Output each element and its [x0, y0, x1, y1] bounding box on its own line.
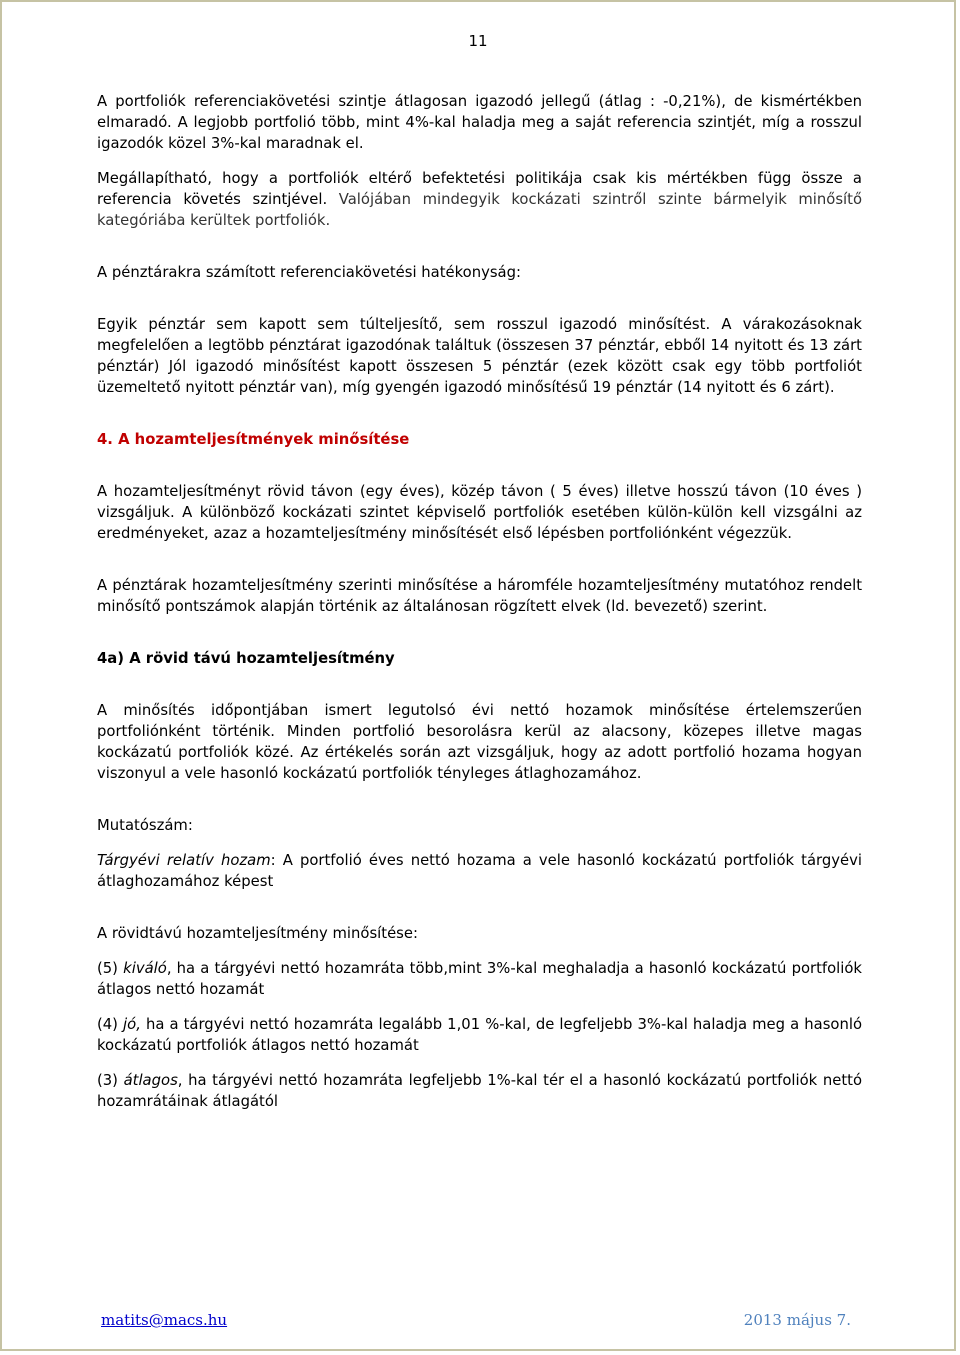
rating-text: , ha a tárgyévi nettó hozamráta több,mint 3%-kal meghaladja a hasonló kockázatú portfoliók átlagos nettó hozamát	[97, 960, 863, 998]
rating-code: (5)	[97, 960, 124, 977]
section-title: A hozamteljesítmények minősítése	[112, 431, 410, 448]
paragraph-indicator-label: Mutatószám:	[97, 817, 193, 834]
rating-label: jó,	[123, 1016, 141, 1033]
paragraph-policy-relation	[97, 168, 862, 231]
paragraph-fund-ratings: Egyik pénztár sem kapott sem túlteljesítő, sem rosszul igazodó minősítést. A várakozásoknak megfelelően a legtöbb pénztárat igazodónak találtuk (összesen 37 pénztár, ebből 14 nyitott és 13 zárt pénztár) Jól igazodó minősítést kapott összesen 5 pénztár (ezek között csak egy több portfoliót üzemeltető nyitott pénztár van), míg gyengén igazodó minősítésű 19 pénztár (14 nyitott és 6 zárt).	[97, 316, 862, 396]
page-number: 11	[468, 32, 488, 50]
rating-text: , ha tárgyévi nettó hozamráta legfeljebb 1%-kal tér el a hasonló kockázatú portfoliók nettó hozamrátáinak átlagától	[97, 1072, 862, 1110]
indicator-description: : A portfolió éves nettó hozama a vele hasonló kockázatú portfoliók tárgyévi átlaghozamához képest	[97, 852, 862, 890]
footer-email-link[interactable]: matits@macs.hu	[101, 1311, 228, 1329]
rating-item-excellent	[97, 958, 862, 1000]
rating-label: átlagos	[123, 1072, 178, 1089]
paragraph-tracking-average: A portfoliók referenciakövetési szintje átlagosan igazodó jellegű (átlag : -0,21%), de kismértékben elmaradó. A legjobb portfolió több, mint 4%-kal haladja meg a saját referencia szintjét, míg a rosszul igazodók közel 3%-kal maradnak el.	[97, 93, 862, 152]
rating-label: kiváló	[123, 960, 167, 977]
rating-text: ha a tárgyévi nettó hozamráta legalább 1,01 %-kal, de legfeljebb 3%-kal haladja meg a hasonló kockázatú portfoliók átlagos nettó hozamát	[97, 1016, 862, 1054]
section-heading-4a: 4a) A rövid távú hozamteljesítmény	[97, 650, 395, 667]
document-body	[97, 91, 862, 1112]
paragraph-yield-horizons: A hozamteljesítményt rövid távon (egy éves), közép távon ( 5 éves) illetve hosszú távon (10 éves ) vizsgáljuk. A különböző kockázati szintet képviselő portfoliók esetében külön-külön kell vizsgálni az eredményeket, azaz a hozamteljesítmény minősítését első lépésben portfoliónként végezzük.	[97, 483, 862, 542]
paragraph-efficiency-intro: A pénztárakra számított referenciakövetési hatékonyság:	[97, 264, 521, 281]
section-number: 4.	[97, 431, 113, 448]
rating-item-average	[97, 1070, 862, 1112]
paragraph-risk-sentence: Valójában mindegyik kockázati szintről szinte bármelyik minősítő kategóriába kerültek portfoliók.	[97, 191, 862, 229]
paragraph-yield-rating-basis: A pénztárak hozamteljesítmény szerinti minősítése a háromféle hozamteljesítmény mutatóhoz rendelt minősítő pontszámok alapján történik az általánosan rögzített elvek (ld. bevezető) szerint.	[97, 577, 862, 615]
rating-code: (4)	[97, 1016, 124, 1033]
rating-item-good	[97, 1014, 862, 1056]
paragraph-policy-sentence: Megállapítható, hogy a portfoliók eltérő befektetési politikája csak kis mértékben függ össze a referencia követés szintjével.	[97, 170, 862, 208]
paragraph-short-term-method: A minősítés időpontjában ismert legutolsó évi nettó hozamok minősítése értelemszerűen portfoliónként történik. Minden portfolió besorolásra kerül az alacsony, közepes illetve magas kockázatú portfoliók közé. Az értékelés során azt vizsgáljuk, hogy az adott portfolió hozama hogyan viszonyul a vele hasonló kockázatú portfoliók tényleges átlaghozamához.	[97, 702, 862, 782]
paragraph-short-term-rating-title: A rövidtávú hozamteljesítmény minősítése:	[97, 925, 418, 942]
indicator-name: Tárgyévi relatív hozam	[97, 852, 271, 869]
rating-code: (3)	[97, 1072, 124, 1089]
footer-date: 2013 május 7.	[743, 1311, 851, 1329]
section-heading-4	[97, 429, 862, 450]
paragraph-indicator-definition	[97, 850, 862, 892]
